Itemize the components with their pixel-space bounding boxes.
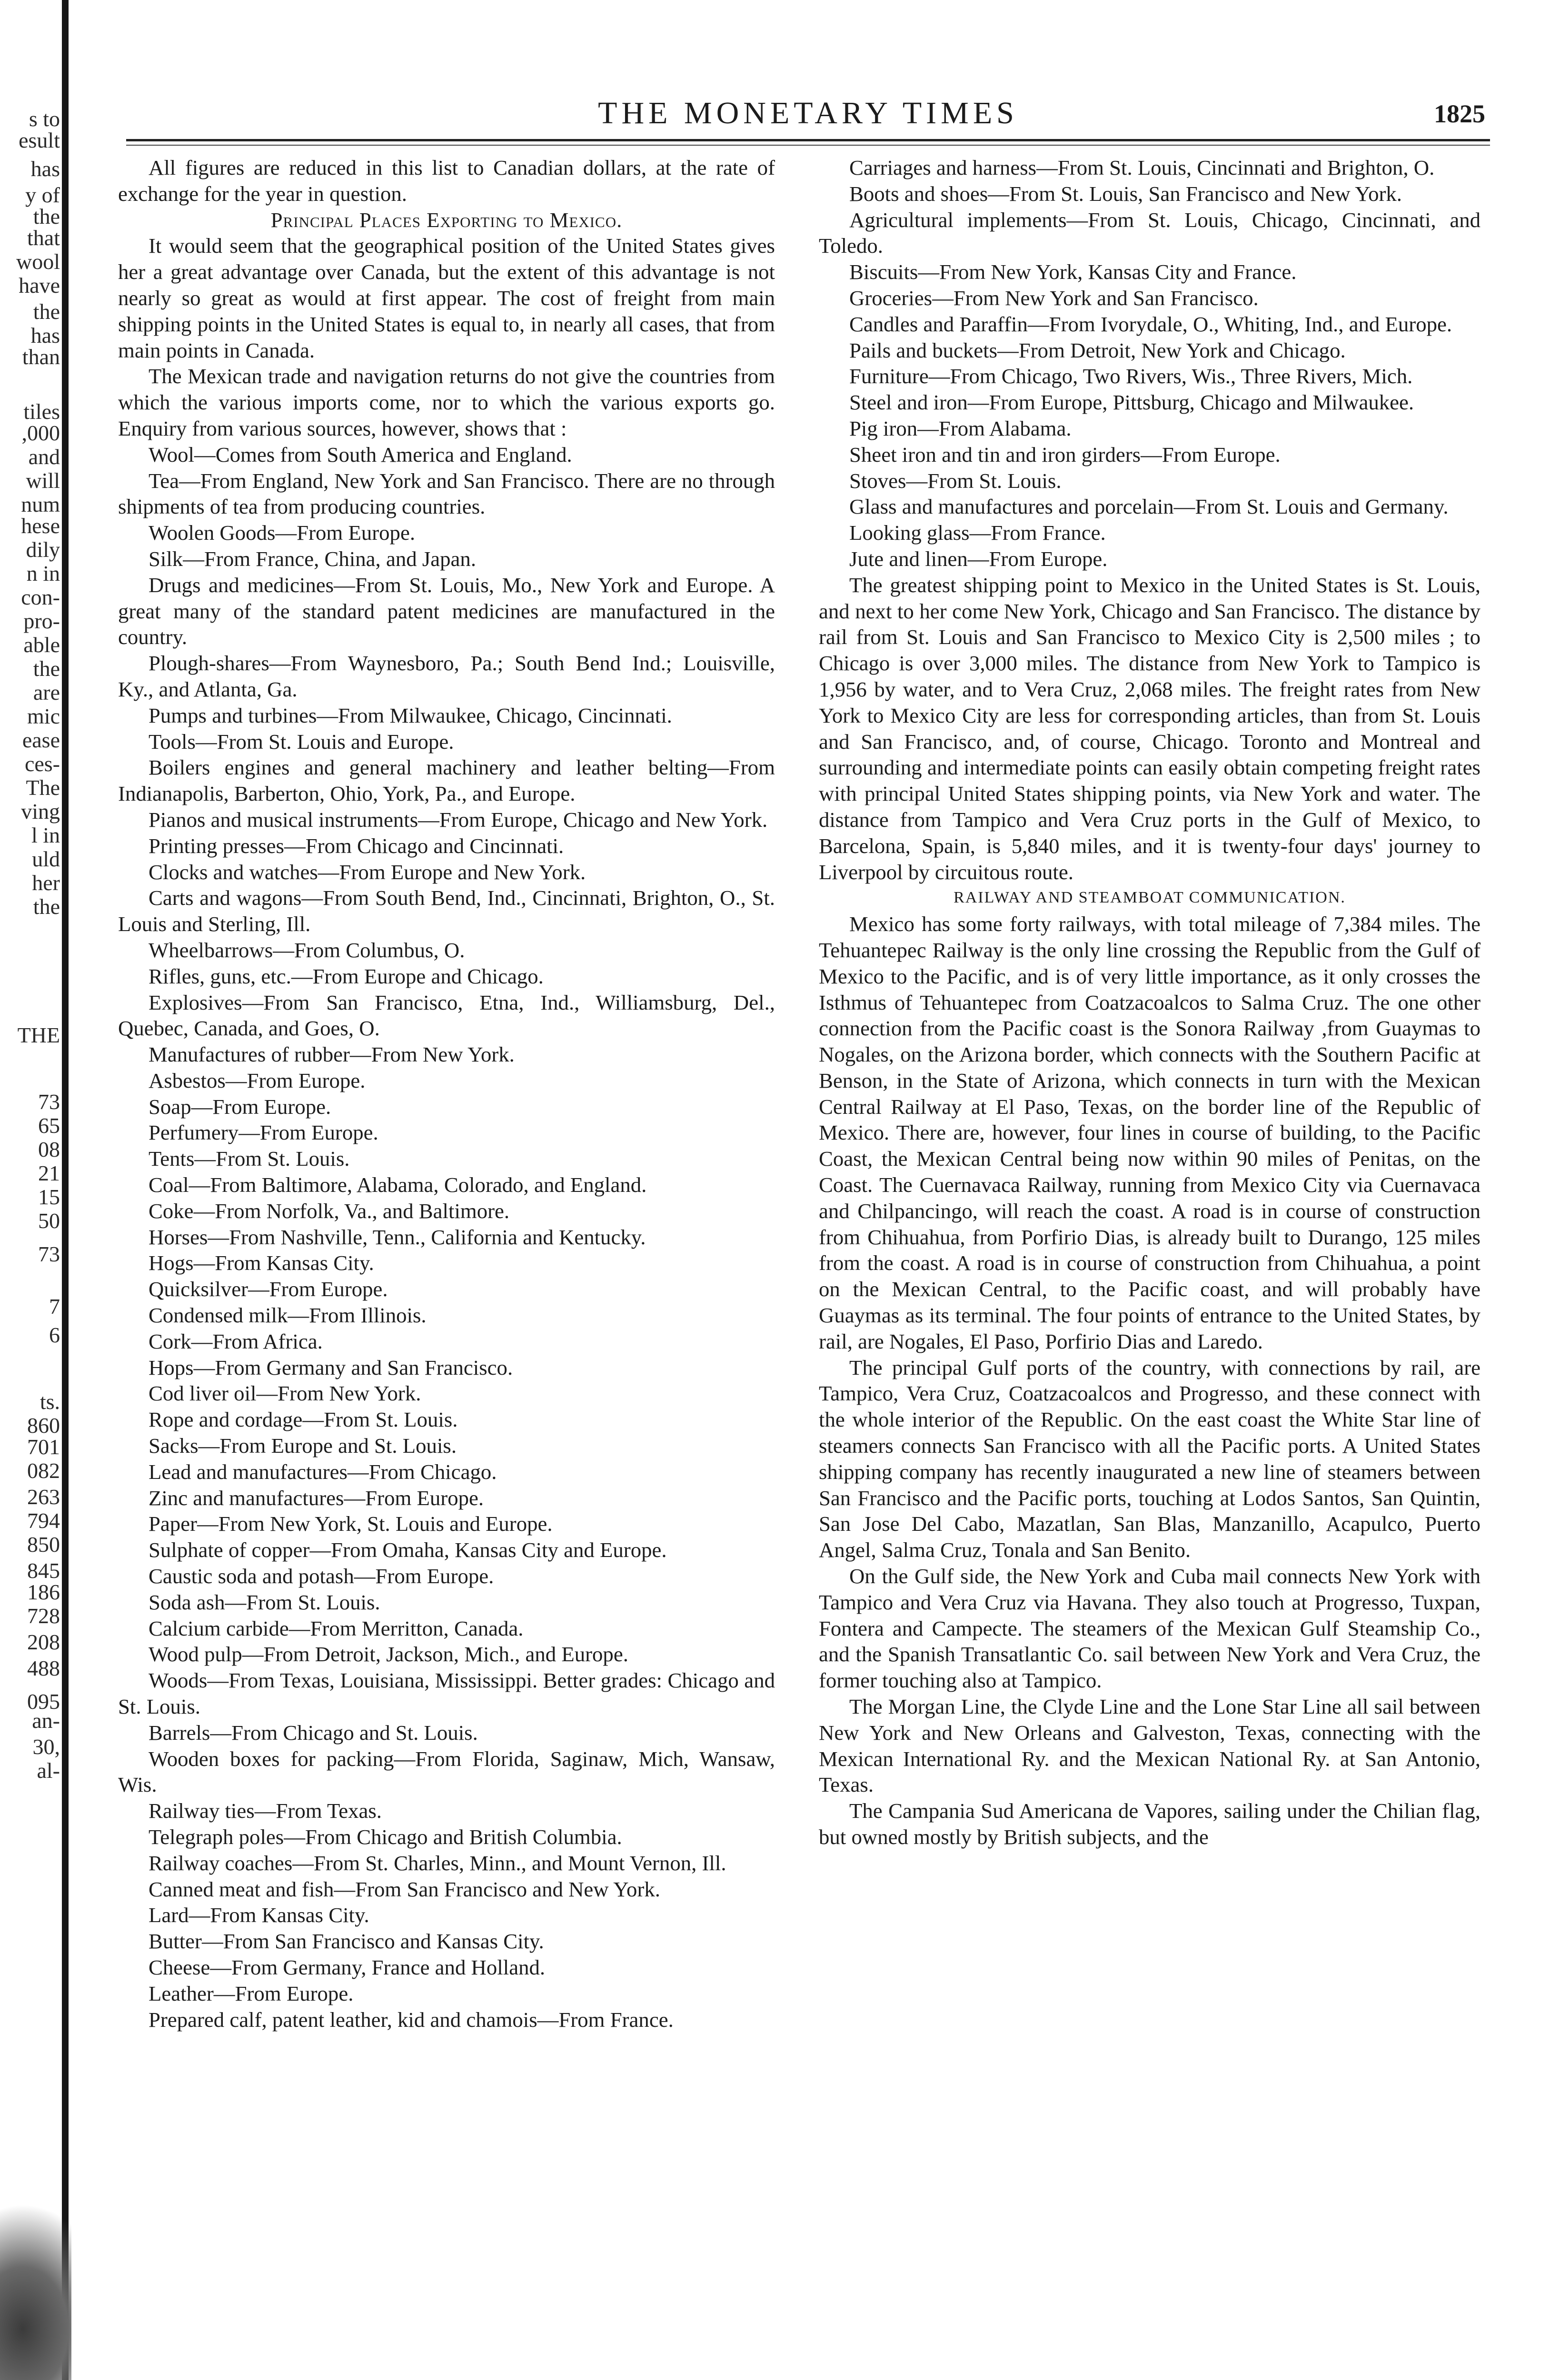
paragraph: Soap—From Europe. <box>149 1094 331 1119</box>
paragraph: Drugs and medicines—From St. Louis, Mo., New York and Europe. A great many of the standard patent medicines are manufactured in the country. <box>118 573 775 649</box>
bleed-fragment: 7 <box>49 1294 60 1319</box>
paragraph: Telegraph poles—From Chicago and British Columbia. <box>149 1825 622 1849</box>
paragraph: Hops—From Germany and San Francisco. <box>149 1355 513 1379</box>
paragraph: Zinc and manufactures—From Europe. <box>149 1486 484 1510</box>
paragraph: Barrels—From Chicago and St. Louis. <box>149 1720 478 1745</box>
bleed-fragment: uld <box>32 847 60 871</box>
paragraph: Silk—From France, China, and Japan. <box>149 546 477 571</box>
paragraph: Candles and Paraffin—From Ivorydale, O., Whiting, Ind., and Europe. <box>849 312 1452 336</box>
paragraph: Asbestos—From Europe. <box>149 1068 366 1092</box>
bleed-fragment: The <box>26 775 60 800</box>
bleed-fragment: 73 <box>38 1242 60 1266</box>
paragraph: Jute and linen—From Europe. <box>849 546 1108 571</box>
paragraph: Calcium carbide—From Merritton, Canada. <box>149 1616 524 1640</box>
masthead-title: THE MONETARY TIMES <box>598 96 1018 130</box>
section-heading: RAILWAY AND STEAMBOAT COMMUNICATION. <box>954 889 1346 907</box>
bleed-fragment: 15 <box>38 1185 60 1209</box>
bleed-fragment: 30, <box>32 1735 60 1759</box>
paragraph: All figures are reduced in this list to Canadian dollars, at the rate of exchange for the year in question. <box>118 156 775 206</box>
bleed-fragment: mic <box>27 704 60 728</box>
paragraph: Carriages and harness—From St. Louis, Cincinnati and Brighton, O. <box>849 156 1435 179</box>
bleed-fragment: wool <box>16 249 60 274</box>
paragraph: Sacks—From Europe and St. Louis. <box>149 1434 457 1458</box>
bleed-fragment: 082 <box>27 1458 60 1483</box>
bleed-fragment: 850 <box>27 1532 60 1557</box>
paragraph: The Mexican trade and navigation returns do not give the countries from which the various imports come, nor to which the various exports go. Enquiry from various sources, however, shows that : <box>118 364 775 440</box>
paragraph: Agricultural implements—From St. Louis, Chicago, Cincinnati, and Toledo. <box>819 208 1481 258</box>
section-heading: Principal Places Exporting to Mexico. <box>270 208 623 232</box>
bleed-fragment: num <box>21 492 60 516</box>
paragraph: Condensed milk—From Illinois. <box>149 1303 427 1328</box>
paragraph: Wheelbarrows—From Columbus, O. <box>149 938 465 962</box>
bleed-fragment: 50 <box>38 1209 60 1233</box>
bleed-fragment: ,000 <box>21 421 60 445</box>
bleed-fragment: 845 <box>27 1558 60 1583</box>
bleed-fragment: than <box>22 345 60 369</box>
paragraph: Mexico has some forty railways, with total mileage of 7,384 miles. The Tehuantepec Railway is the only line crossing the Republic from the Gulf of Mexico to the Pacific, and is of very little importance, as it only crosses the Isthmus of Tehuantepec from Coatzacoalcos to Salma Cruz. The one other connection from the Pacific coast is the Sonora Railway ,from Guaymas to Nogales, on the Arizona border, which connects with the Southern Pacific at Benson, in the State of Arizona, which connects in turn with the Mexican Central Railway at El Paso, Texas, on the border line of the Republic of Mexico. There are, however, four lines in course of building, to the Pacific Coast, the Mexican Central being now within 90 miles of Penitas, on the Coast. The Cuernavaca Railway, running from Mexico City via Cuernavaca and Chilpancingo, will reach the coast. A road is in course of construction from Chihuahua, from Porfirio Dias, is already built to Durango, 125 miles from the coast. A road is in course of construction from Chihuahua, a point on the Mexican Central, to the Pacific coast, and will probably have Guaymas as its terminal. The four points of entrance to the United States, by rail, are Nogales, El Paso, Porfirio Dias and Laredo. <box>819 912 1481 1353</box>
paragraph: Hogs—From Kansas City. <box>149 1251 374 1275</box>
paragraph: Plough-shares—From Waynesboro, Pa.; South Bend Ind.; Louisville, Ky., and Atlanta, Ga. <box>118 651 775 701</box>
bleed-fragment: 794 <box>27 1508 60 1533</box>
paragraph: Clocks and watches—From Europe and New York. <box>149 860 586 884</box>
paragraph: Paper—From New York, St. Louis and Europe. <box>149 1512 553 1536</box>
bleed-fragment: 08 <box>38 1137 60 1161</box>
bleed-fragment: will <box>26 468 60 493</box>
paragraph: Railway coaches—From St. Charles, Minn., and Mount Vernon, Ill. <box>149 1851 726 1875</box>
bleed-fragment: ease <box>22 728 60 752</box>
paragraph: Looking glass—From France. <box>849 521 1106 545</box>
bleed-fragment: esult <box>19 128 60 152</box>
bleed-fragment: 73 <box>38 1090 60 1114</box>
bleed-fragment: ts. <box>40 1389 60 1414</box>
paragraph: The principal Gulf ports of the country, with connections by rail, are Tampico, Vera Cruz, Coatzacoalcos and Progresso, and these connect with the whole interior of the Republic. On the east coast the White Star line of steamers connects San Francisco with all the Pacific ports. A United States shipping company has recently inaugurated a new line of steamers between San Francisco and the Pacific ports, touching at Lodos Santos, San Quintin, San Jose Del Cabo, Mazatlan, San Blas, Manzanillo, Acapulco, Puerto Angel, Salma Cruz, Tonala and San Benito. <box>819 1355 1481 1562</box>
paragraph: Soda ash—From St. Louis. <box>149 1590 380 1614</box>
paragraph: The Campania Sud Americana de Vapores, sailing under the Chilian flag, but owned mostly by British subjects, and the <box>819 1799 1481 1849</box>
paragraph: Tea—From England, New York and San Francisco. There are no through shipments of tea from producing countries. <box>118 468 775 519</box>
bleed-fragment: 701 <box>27 1435 60 1459</box>
bleed-fragment: 21 <box>38 1161 60 1185</box>
bleed-fragment: her <box>32 871 60 895</box>
bleed-fragment: n in <box>26 561 60 585</box>
paragraph: Printing presses—From Chicago and Cincinnati. <box>149 833 564 858</box>
bleed-fragment: 728 <box>27 1604 60 1628</box>
paragraph: Canned meat and fish—From San Francisco and New York. <box>149 1877 660 1901</box>
paragraph: Wood pulp—From Detroit, Jackson, Mich., and Europe. <box>149 1642 628 1666</box>
paragraph: Horses—From Nashville, Tenn., California and Kentucky. <box>149 1225 646 1249</box>
bleed-fragment: 488 <box>27 1656 60 1680</box>
bleed-fragment: the <box>33 894 60 919</box>
paragraph: Stoves—From St. Louis. <box>849 468 1062 493</box>
bleed-fragment: hese <box>21 514 60 538</box>
paragraph: Cork—From Africa. <box>149 1329 323 1353</box>
bleed-fragment: an- <box>32 1708 60 1733</box>
page-number: 1825 <box>1434 99 1485 128</box>
paragraph: Wooden boxes for packing—From Florida, Saginaw, Mich, Wansaw, Wis. <box>118 1746 775 1797</box>
paragraph: Pianos and musical instruments—From Europe, Chicago and New York. <box>149 807 768 832</box>
paragraph: Glass and manufactures and porcelain—From St. Louis and Germany. <box>849 495 1449 519</box>
corner-smudge <box>0 2204 71 2380</box>
page-header <box>126 95 1490 138</box>
paragraph: Caustic soda and potash—From Europe. <box>149 1564 494 1588</box>
bleed-fragment: have <box>19 273 60 298</box>
bleed-fragment: has <box>30 157 60 181</box>
paragraph: Furniture—From Chicago, Two Rivers, Wis., Three Rivers, Mich. <box>849 364 1413 388</box>
facing-page-bleed <box>0 0 71 2380</box>
paragraph: Lead and manufactures—From Chicago. <box>149 1459 497 1484</box>
bleed-fragment: 263 <box>27 1485 60 1509</box>
paragraph: The Morgan Line, the Clyde Line and the Lone Star Line all sail between New York and New Orleans and Galveston, Texas, connecting with the Mexican International Ry. and the Mexican National Ry. at San Antonio, Texas. <box>819 1695 1481 1797</box>
bleed-fragment: 860 <box>27 1413 60 1438</box>
paragraph: Rifles, guns, etc.—From Europe and Chicago. <box>149 964 544 988</box>
bleed-fragment: y of <box>25 183 60 207</box>
right-column <box>819 155 1481 1850</box>
bleed-fragment: dily <box>26 537 60 562</box>
bleed-fragment: l in <box>31 823 60 847</box>
paragraph: Lard—From Kansas City. <box>149 1903 369 1927</box>
bleed-fragment: 65 <box>38 1113 60 1138</box>
bleed-fragment: are <box>33 680 60 704</box>
paragraph: Coal—From Baltimore, Alabama, Colorado, and England. <box>149 1173 647 1197</box>
paragraph: Cheese—From Germany, France and Holland. <box>149 1955 546 1979</box>
paragraph: Carts and wagons—From South Bend, Ind., Cincinnati, Brighton, O., St. Louis and Sterling, Ill. <box>118 886 775 936</box>
paragraph: Railway ties—From Texas. <box>149 1799 382 1823</box>
paragraph: Prepared calf, patent leather, kid and chamois—From France. <box>149 2007 674 2032</box>
paragraph: Wool—Comes from South America and England. <box>149 442 572 466</box>
bleed-fragment: s to <box>29 107 60 131</box>
bleed-fragment: has <box>30 323 60 347</box>
bleed-fragment: the <box>33 299 60 324</box>
left-column <box>118 155 775 2033</box>
paragraph: Quicksilver—From Europe. <box>149 1277 388 1301</box>
paragraph: Pig iron—From Alabama. <box>849 416 1072 440</box>
paragraph: Woolen Goods—From Europe. <box>149 521 416 545</box>
paragraph: Boilers engines and general machinery and leather belting—From Indianapolis, Barberton, Ohio, York, Pa., and Europe. <box>118 755 775 806</box>
paragraph: Boots and shoes—From St. Louis, San Francisco and New York. <box>849 181 1402 206</box>
bleed-fragment: ving <box>21 799 60 823</box>
paragraph: Cod liver oil—From New York. <box>149 1381 421 1406</box>
paragraph: Biscuits—From New York, Kansas City and France. <box>849 260 1297 284</box>
bleed-fragment: pro- <box>23 609 60 633</box>
bleed-fragment: the <box>33 204 60 228</box>
paragraph: Pumps and turbines—From Milwaukee, Chicago, Cincinnati. <box>149 703 672 727</box>
bleed-fragment: THE <box>17 1023 60 1047</box>
bleed-fragment: able <box>23 633 60 657</box>
paragraph: Tools—From St. Louis and Europe. <box>149 729 454 754</box>
bleed-fragment: 186 <box>27 1580 60 1604</box>
paragraph: Sheet iron and tin and iron girders—From Europe. <box>849 442 1281 466</box>
paragraph: Pails and buckets—From Detroit, New York and Chicago. <box>849 338 1346 362</box>
page-gutter-shadow <box>62 0 69 2380</box>
paragraph: The greatest shipping point to Mexico in the United States is St. Louis, and next to her come New York, Chicago and San Francisco. The distance by rail from St. Louis and San Francisco to Mexico City is 2,500 miles ; to Chicago is over 3,000 miles. The distance from New York to Tampico is 1,956 by water, and to Vera Cruz, 2,068 miles. The freight rates from New York to Mexico City are less for corresponding articles, than from St. Louis and San Francisco, and, of course, Chicago. Toronto and Montreal and surrounding and intermediate points can easily obtain competing freight rates with principal United States shipping points, via New York and water. The distance from Tampico and Vera Cruz ports in the Gulf of Mexico, to Barcelona, Spain, is 5,840 miles, and it is twenty-four days' journey to Liverpool by circuitous route. <box>819 573 1481 884</box>
paragraph: Coke—From Norfolk, Va., and Baltimore. <box>149 1199 510 1223</box>
bleed-fragment: that <box>27 226 60 250</box>
bleed-fragment: 208 <box>27 1630 60 1654</box>
bleed-fragment: ces- <box>24 752 60 776</box>
paragraph: Groceries—From New York and San Francisco. <box>849 286 1259 310</box>
paragraph: Rope and cordage—From St. Louis. <box>149 1408 458 1432</box>
paragraph: Tents—From St. Louis. <box>149 1147 350 1171</box>
paragraph: Leather—From Europe. <box>149 1981 354 2005</box>
bleed-fragment: 095 <box>27 1689 60 1714</box>
bleed-fragment: the <box>33 656 60 681</box>
paragraph: Woods—From Texas, Louisiana, Mississippi. Better grades: Chicago and St. Louis. <box>118 1668 775 1719</box>
paragraph: On the Gulf side, the New York and Cuba mail connects New York with Tampico and Vera Cruz via Havana. They also touch at Progresso, Tuxpan, Fontera and Campecte. The steamers of the Mexican Gulf Steamship Co., and the Spanish Transatlantic Co. sail between New York and Vera Cruz, the former touching also at Tampico. <box>819 1564 1481 1693</box>
bleed-fragment: con- <box>21 585 60 609</box>
paragraph: It would seem that the geographical position of the United States gives her a great advantage over Canada, but the extent of this advantage is not nearly so great as would at first appear. The cost of freight from main shipping points in the United States is equal to, in nearly all cases, that from main points in Canada. <box>118 234 775 362</box>
bleed-fragment: and <box>28 445 60 469</box>
paragraph: Sulphate of copper—From Omaha, Kansas City and Europe. <box>149 1538 667 1562</box>
bleed-fragment: al- <box>37 1758 60 1783</box>
paragraph: Perfumery—From Europe. <box>149 1121 378 1145</box>
bleed-fragment: 6 <box>49 1323 60 1347</box>
paragraph: Steel and iron—From Europe, Pittsburg, Chicago and Milwaukee. <box>849 390 1414 415</box>
paragraph: Manufactures of rubber—From New York. <box>149 1042 515 1067</box>
bleed-fragment: tiles <box>23 399 60 424</box>
header-rule-thin <box>126 145 1490 146</box>
paragraph: Explosives—From San Francisco, Etna, Ind., Williamsburg, Del., Quebec, Canada, and Goes, O. <box>118 990 775 1041</box>
header-rule <box>126 139 1490 141</box>
paragraph: Butter—From San Francisco and Kansas City. <box>149 1929 544 1954</box>
